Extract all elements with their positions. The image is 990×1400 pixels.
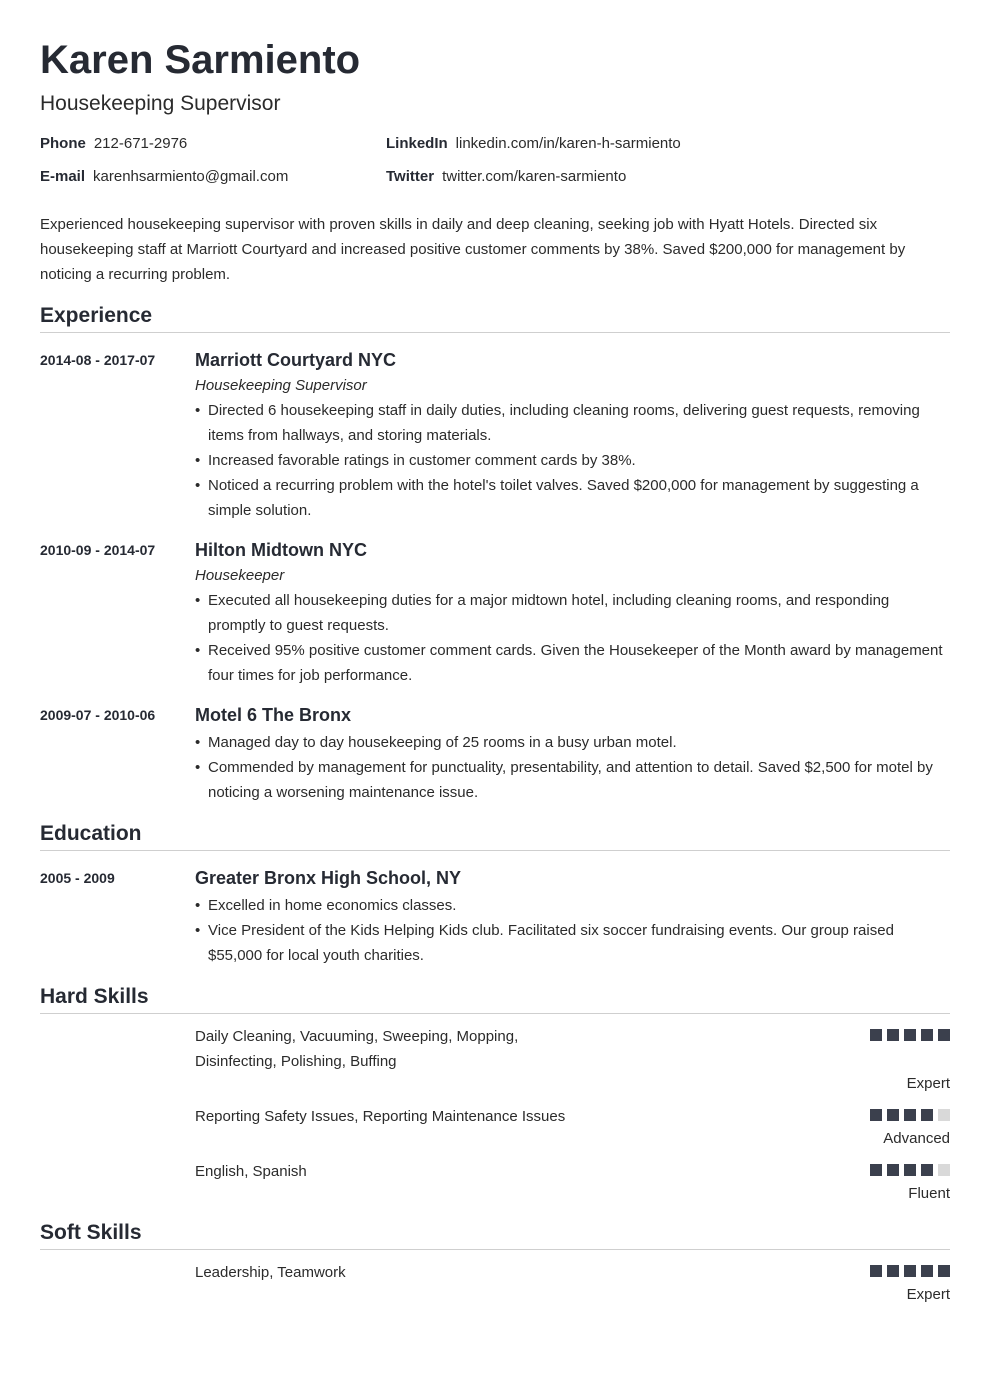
phone-label: Phone: [40, 135, 86, 152]
contact-block: [40, 134, 950, 200]
entry-date: 2009-07 - 2010-06: [40, 707, 156, 723]
entry-date: 2014-08 - 2017-07: [40, 352, 156, 368]
rating-dot-filled: [904, 1109, 916, 1121]
rating-dot-filled: [921, 1265, 933, 1277]
entry-organization: Motel 6 The Bronx: [195, 705, 352, 725]
skill-name: English, Spanish: [195, 1163, 307, 1180]
section-heading-hard-skills: Hard Skills: [40, 984, 950, 1014]
section-heading-soft-skills: Soft Skills: [40, 1220, 950, 1250]
rating-dot-filled: [921, 1109, 933, 1121]
experience-entry: [40, 347, 950, 523]
entry-bullet: • Managed day to day housekeeping of 25 rooms in a busy urban motel.: [195, 730, 950, 755]
entry-bullet: • Executed all housekeeping duties for a major midtown hotel, including cleaning rooms, and responding promptly to guest requests.: [195, 588, 950, 638]
rating-dot-filled: [904, 1164, 916, 1176]
entry-bullet: • Increased favorable ratings in customer comment cards by 38%.: [195, 448, 950, 473]
candidate-name: Karen Sarmiento: [40, 38, 361, 82]
section-heading-education: Education: [40, 821, 950, 851]
skill-item: [195, 1024, 950, 1094]
experience-entry: [40, 537, 950, 688]
rating-dot-empty: [938, 1164, 950, 1176]
skill-level: Expert: [906, 1286, 950, 1303]
rating-dot-filled: [870, 1265, 882, 1277]
rating-dot-filled: [887, 1265, 899, 1277]
linkedin-value[interactable]: linkedin.com/in/karen-h-sarmiento: [455, 135, 681, 152]
linkedin-label: LinkedIn: [386, 135, 448, 152]
entry-bullet-list: [195, 730, 950, 805]
contact-linkedin: [386, 134, 681, 154]
experience-entry: [40, 702, 950, 805]
contact-twitter: [386, 167, 626, 187]
entry-bullet-list: [195, 893, 950, 968]
phone-value: 212-671-2976: [93, 135, 188, 152]
rating-dot-filled: [887, 1109, 899, 1121]
contact-email: [40, 167, 288, 187]
experience-list: [40, 347, 950, 805]
rating-dot-filled: [921, 1164, 933, 1176]
skill-level: Advanced: [883, 1130, 950, 1147]
entry-organization: Marriott Courtyard NYC: [195, 350, 397, 370]
skill-rating: [870, 1265, 950, 1277]
rating-dot-empty: [938, 1109, 950, 1121]
entry-body: [195, 537, 950, 688]
entry-organization: Greater Bronx High School, NY: [195, 868, 462, 888]
skill-level: Fluent: [908, 1185, 950, 1202]
entry-date: 2005 - 2009: [40, 870, 115, 886]
entry-bullet: • Received 95% positive customer comment cards. Given the Housekeeper of the Month award by management four times for job performance.: [195, 638, 950, 688]
contact-phone: [40, 134, 187, 154]
rating-dot-filled: [870, 1029, 882, 1041]
entry-bullet: • Directed 6 housekeeping staff in daily duties, including cleaning rooms, delivering guest requests, removing items from hallways, and storing materials.: [195, 398, 950, 448]
rating-dot-filled: [921, 1029, 933, 1041]
email-label: E-mail: [40, 168, 86, 185]
soft-skills-list: [40, 1260, 950, 1305]
skill-item: [195, 1159, 950, 1204]
rating-dot-filled: [887, 1164, 899, 1176]
education-list: [40, 865, 950, 968]
resume-page: [40, 36, 950, 1305]
rating-dot-filled: [938, 1265, 950, 1277]
candidate-title: Housekeeping Supervisor: [40, 92, 281, 115]
entry-date: 2010-09 - 2014-07: [40, 542, 156, 558]
entry-bullet-list: [195, 398, 950, 523]
entry-role: Housekeeper: [195, 567, 285, 584]
skill-name: Reporting Safety Issues, Reporting Maintenance Issues: [195, 1108, 566, 1125]
skill-rating: [870, 1029, 950, 1041]
rating-dot-filled: [870, 1164, 882, 1176]
entry-body: [195, 865, 950, 968]
rating-dot-filled: [938, 1029, 950, 1041]
summary-paragraph: Experienced housekeeping supervisor with proven skills in daily and deep cleaning, seeking job with Hyatt Hotels. Directed six housekeeping staff at Marriott Courtyard and increased positive customer comments by 38%. Saved $200,000 for management by noticing a recurring problem.: [40, 216, 906, 283]
entry-bullet: • Noticed a recurring problem with the hotel's toilet valves. Saved $200,000 for management by suggesting a simple solution.: [195, 473, 950, 523]
skill-item: [195, 1260, 950, 1305]
entry-role: Housekeeping Supervisor: [195, 377, 367, 394]
entry-bullet: • Commended by management for punctuality, presentability, and attention to detail. Saved $2,500 for motel by noticing a worsening maintenance issue.: [195, 755, 950, 805]
rating-dot-filled: [904, 1265, 916, 1277]
hard-skills-list: [40, 1024, 950, 1204]
rating-dot-filled: [870, 1109, 882, 1121]
entry-bullet-list: [195, 588, 950, 688]
skill-level: Expert: [906, 1075, 950, 1092]
entry-body: [195, 702, 950, 805]
entry-body: [195, 347, 950, 523]
rating-dot-filled: [887, 1029, 899, 1041]
section-heading-experience: Experience: [40, 303, 950, 333]
twitter-label: Twitter: [386, 168, 435, 185]
skill-name: Leadership, Teamwork: [195, 1264, 346, 1281]
skill-name: Daily Cleaning, Vacuuming, Sweeping, Mopping, Disinfecting, Polishing, Buffing: [195, 1028, 519, 1070]
skill-rating: [870, 1109, 950, 1121]
skill-rating: [870, 1164, 950, 1176]
skill-item: [195, 1104, 950, 1149]
education-entry: [40, 865, 950, 968]
email-value[interactable]: karenhsarmiento@gmail.com: [93, 168, 289, 185]
entry-bullet: • Excelled in home economics classes.: [195, 893, 950, 918]
rating-dot-filled: [904, 1029, 916, 1041]
entry-organization: Hilton Midtown NYC: [195, 540, 367, 560]
twitter-value[interactable]: twitter.com/karen-sarmiento: [442, 168, 627, 185]
entry-bullet: • Vice President of the Kids Helping Kids club. Facilitated six soccer fundraising events. Our group raised $55,000 for local youth charities.: [195, 918, 950, 968]
